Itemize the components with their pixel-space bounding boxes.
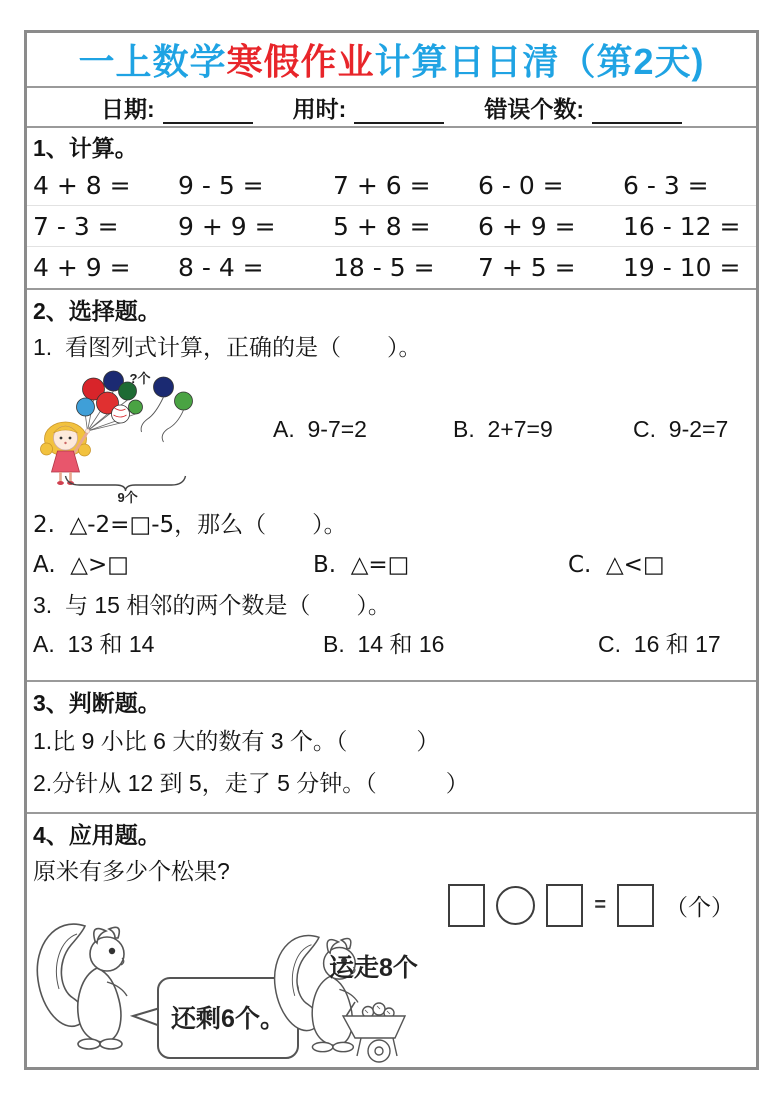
- calc-problem: 8 - 4 =: [178, 253, 264, 282]
- option-b: B. △=□: [313, 552, 410, 578]
- balloon-total-label: 9个: [117, 489, 138, 504]
- girl-figure: [41, 422, 91, 485]
- calc-heading: 1、计算。: [33, 135, 138, 161]
- date-field: [101, 91, 253, 124]
- error-count-blank-line: [592, 102, 682, 124]
- option-c: C. 16 和 17: [598, 631, 721, 657]
- speech-bubble: [133, 978, 298, 1058]
- calc-problem: 7 + 5 =: [478, 253, 576, 282]
- time-used-field: [293, 91, 445, 124]
- judge-heading: 3、判断题。: [33, 690, 161, 716]
- title-part-grade: 一上数学: [78, 41, 227, 82]
- equation-operator-circle: [496, 886, 535, 925]
- error-count-field: [484, 91, 682, 124]
- calc-problem: 7 + 6 =: [333, 170, 431, 200]
- error-count-label: 错误个数:: [484, 95, 584, 122]
- header-fields-row: [27, 88, 756, 128]
- option-b: B. 14 和 16: [323, 631, 445, 657]
- title-part-holiday: 寒假作业: [226, 41, 375, 82]
- choice-q1-text: 1. 看图列式计算，正确的是（ ）。: [33, 334, 422, 360]
- option-a: A. 9-7=2: [273, 415, 367, 442]
- time-used-label: 用时:: [292, 95, 347, 122]
- date-blank-line: [163, 102, 253, 124]
- choice-q3-options: [33, 624, 750, 664]
- calc-problem: 4 + 8 =: [33, 170, 131, 200]
- judge-item-1: 1.比 9 小比 6 大的数有 3 个。（ ）: [33, 728, 440, 754]
- app-question: 原米有多少个松果?: [33, 858, 230, 884]
- calc-problem: 6 - 0 =: [478, 170, 564, 200]
- calc-row-2: [27, 206, 756, 247]
- calc-problem: 6 + 9 =: [478, 211, 576, 241]
- calc-problem: 9 + 9 =: [178, 211, 276, 241]
- equals-sign: =: [594, 894, 606, 916]
- calc-problem: 4 + 9 =: [33, 253, 131, 282]
- total-brace: [66, 476, 186, 491]
- choice-q1-media-row: [33, 366, 750, 506]
- section-word-problem: [27, 814, 756, 1069]
- time-used-blank-line: [354, 102, 444, 124]
- balloon-question-label: ?个: [129, 370, 151, 386]
- option-c: C. 9-2=7: [633, 415, 729, 442]
- calc-problem: 9 - 5 =: [178, 170, 264, 200]
- calc-problem: 6 - 3 =: [623, 170, 709, 200]
- calc-row-3: [27, 247, 756, 288]
- option-c: C. △<□: [568, 552, 665, 578]
- equation-answer-row: [448, 884, 734, 927]
- section-calculation: [27, 128, 756, 290]
- choice-q3-text: 3. 与 15 相邻的两个数是（ ）。: [33, 592, 391, 618]
- calc-problem: 18 - 5 =: [333, 253, 435, 282]
- app-heading: 4、应用题。: [33, 822, 161, 848]
- option-a: A. 13 和 14: [33, 631, 155, 657]
- equation-number-box: [546, 884, 583, 927]
- choice-q2-options: [33, 544, 750, 586]
- cart-label: 运走8个: [329, 954, 418, 982]
- flying-balloons: [141, 377, 192, 442]
- squirrels-illustration: [27, 916, 467, 1068]
- choice-q1-options: [273, 416, 728, 443]
- balloon-girl-illustration: [33, 369, 228, 504]
- calc-problem: 7 - 3 =: [33, 211, 119, 241]
- choice-q2-text: 2. △-2=□-5，那么（ ）。: [33, 512, 347, 538]
- title-part-daily: 计算日日清（第2天): [374, 41, 705, 82]
- section-true-false: [27, 682, 756, 814]
- answer-unit-label: （个）: [665, 894, 734, 920]
- calc-row-1: [27, 165, 756, 206]
- squirrel-figure: [37, 924, 127, 1049]
- calc-problem: 19 - 10 =: [623, 253, 741, 282]
- date-label: 日期:: [100, 95, 155, 122]
- speech-bubble-text: 还剩6个。: [171, 1005, 285, 1033]
- option-a: A. △>□: [33, 552, 129, 578]
- judge-item-2: 2.分针从 12 到 5，走了 5 分钟。（ ）: [33, 770, 469, 796]
- choice-heading: 2、选择题。: [33, 298, 161, 324]
- calc-problem: 16 - 12 =: [623, 211, 741, 241]
- calc-problem: 5 + 8 =: [333, 211, 431, 241]
- section-multiple-choice: [27, 290, 756, 682]
- page-title: [27, 33, 756, 88]
- worksheet-frame: [24, 30, 759, 1070]
- option-b: B. 2+7=9: [453, 415, 553, 442]
- equation-result-box: [617, 884, 654, 927]
